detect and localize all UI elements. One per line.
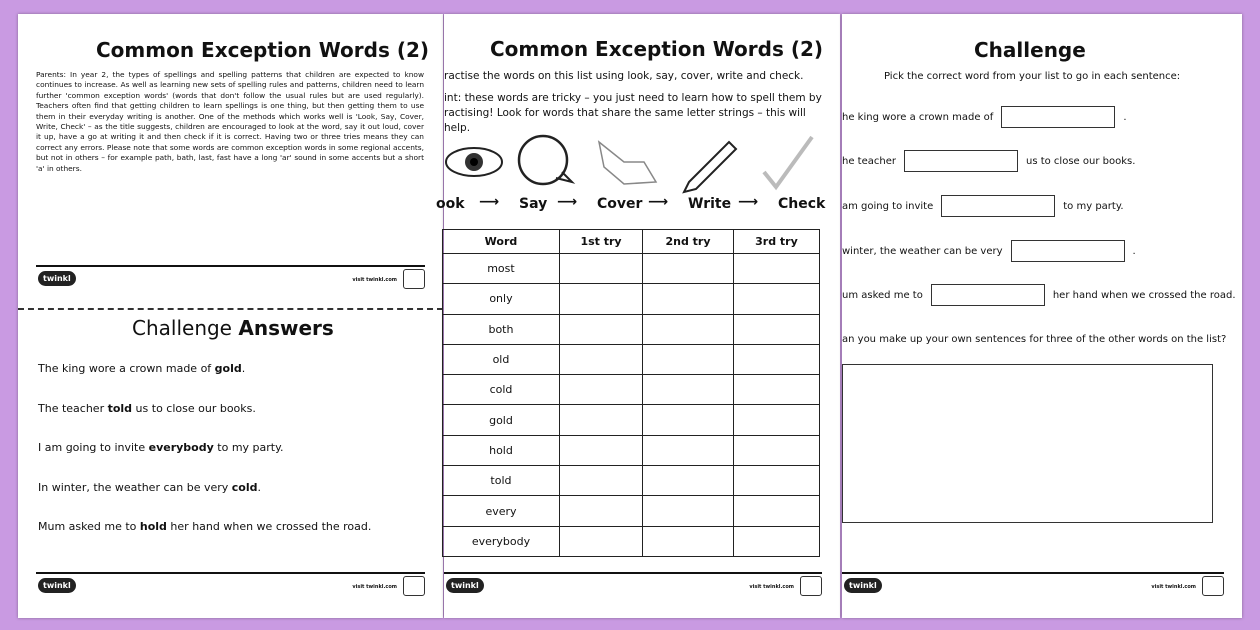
eye-icon xyxy=(446,148,502,176)
try-cell[interactable] xyxy=(559,344,642,374)
checkmark-icon xyxy=(764,137,812,187)
answer-word: gold xyxy=(214,362,242,375)
try-cell[interactable] xyxy=(559,466,642,496)
answer-text: The teacher xyxy=(38,401,108,415)
answer-blank[interactable] xyxy=(904,150,1018,172)
try-cell[interactable] xyxy=(559,284,642,314)
cut-line xyxy=(18,308,443,310)
try-cell[interactable] xyxy=(559,526,642,556)
answer-word: everybody xyxy=(148,441,214,454)
try-cell[interactable] xyxy=(559,375,642,405)
twinkl-logo: twinkl xyxy=(446,578,484,593)
column-header: 3rd try xyxy=(733,230,819,254)
twinkl-logo: twinkl xyxy=(38,578,76,593)
step-label: Write xyxy=(688,196,732,212)
arrow-icon: ⟶ xyxy=(557,194,578,210)
sentence-end: us to close our books. xyxy=(1025,156,1136,167)
table-row xyxy=(443,435,820,465)
try-cell[interactable] xyxy=(559,435,642,465)
visit-link[interactable]: visit twinkl.com xyxy=(352,584,397,590)
sentence xyxy=(842,150,1135,172)
hand-icon xyxy=(599,142,656,184)
try-cell[interactable] xyxy=(643,375,734,405)
word-cell: hold xyxy=(443,435,560,465)
answer-text: . xyxy=(257,480,262,494)
try-cell[interactable] xyxy=(733,405,819,435)
answers-title-bold: Answers xyxy=(238,316,334,340)
arrow-icon: ⟶ xyxy=(738,194,759,210)
sentence-end: to my party. xyxy=(1063,201,1124,212)
page-footer xyxy=(842,572,1224,602)
page-footer xyxy=(36,265,425,295)
answer-text: us to close our books. xyxy=(132,401,256,415)
answer-text: Mum asked me to xyxy=(38,520,140,533)
sentence-end: . xyxy=(1123,112,1127,123)
answer-text: I am going to invite xyxy=(38,441,149,454)
table-row xyxy=(443,314,820,344)
answer-sentence xyxy=(38,362,245,375)
step-label: Say xyxy=(519,196,548,212)
try-cell[interactable] xyxy=(643,405,734,435)
step-icons xyxy=(444,132,840,192)
step-label: ook xyxy=(436,196,465,212)
answers-title-part: Challenge xyxy=(132,316,239,340)
column-header: Word xyxy=(443,230,560,254)
word-cell: cold xyxy=(443,375,560,405)
sentence-start: he king wore a crown made of xyxy=(842,112,994,123)
word-cell: only xyxy=(443,284,560,314)
page-footer xyxy=(444,572,822,602)
step-label: Check xyxy=(778,196,826,212)
try-cell[interactable] xyxy=(643,314,734,344)
sentence xyxy=(842,195,1124,217)
sentence-start: um asked me to xyxy=(842,290,923,301)
practice-table xyxy=(442,229,820,557)
answers-title xyxy=(132,316,334,340)
twinkl-logo: twinkl xyxy=(38,271,76,286)
question: an you make up your own sentences for three of the other words on the list? xyxy=(842,334,1227,345)
instruction: Pick the correct word from your list to go in each sentence: xyxy=(884,71,1181,82)
table-row xyxy=(443,284,820,314)
twinkl-logo: twinkl xyxy=(844,578,882,593)
word-cell: every xyxy=(443,496,560,526)
word-cell: everybody xyxy=(443,526,560,556)
try-cell[interactable] xyxy=(559,314,642,344)
table-row xyxy=(443,496,820,526)
try-cell[interactable] xyxy=(559,405,642,435)
try-cell[interactable] xyxy=(733,344,819,374)
instruction: ractise the words on this list using look, say, cover, write and check. xyxy=(444,70,804,82)
answer-box[interactable] xyxy=(842,364,1213,523)
sentence xyxy=(842,240,1136,262)
table-row xyxy=(443,344,820,374)
answer-text: The king wore a crown made of xyxy=(38,362,215,375)
answer-text: . xyxy=(241,362,246,375)
arrow-icon: ⟶ xyxy=(479,194,500,210)
try-cell[interactable] xyxy=(643,284,734,314)
column-header: 2nd try xyxy=(643,230,734,254)
sentence-start: he teacher xyxy=(842,156,896,167)
hint: int: these words are tricky – you just need to learn how to spell them by ractising! Look for words that share the same letter strings – this will help. xyxy=(444,92,822,134)
word-cell: told xyxy=(443,466,560,496)
answer-sentence xyxy=(38,520,371,533)
answer-word: hold xyxy=(139,520,167,533)
sentence xyxy=(842,284,1236,306)
answer-blank[interactable] xyxy=(1001,106,1115,128)
arrow-icon: ⟶ xyxy=(648,194,669,210)
answer-word: told xyxy=(107,401,133,415)
worksheet-page-parents-and-answers xyxy=(18,14,443,618)
word-cell: both xyxy=(443,314,560,344)
try-cell[interactable] xyxy=(733,254,819,284)
answer-text: In winter, the weather can be very xyxy=(38,480,232,494)
answer-sentence xyxy=(38,402,256,415)
answer-sentence xyxy=(38,481,261,494)
try-cell[interactable] xyxy=(643,344,734,374)
badge-icon xyxy=(1202,576,1224,596)
visit-link[interactable]: visit twinkl.com xyxy=(1151,584,1196,590)
try-cell[interactable] xyxy=(733,375,819,405)
sentence-end: . xyxy=(1132,246,1136,257)
word-cell: old xyxy=(443,344,560,374)
try-cell[interactable] xyxy=(643,435,734,465)
try-cell[interactable] xyxy=(643,496,734,526)
visit-link[interactable]: visit twinkl.com xyxy=(749,584,794,590)
answer-blank[interactable] xyxy=(941,195,1055,217)
try-cell[interactable] xyxy=(643,526,734,556)
badge-icon xyxy=(800,576,822,596)
word-cell: most xyxy=(443,254,560,284)
answer-blank[interactable] xyxy=(931,284,1045,306)
try-cell[interactable] xyxy=(559,496,642,526)
sentence-end: her hand when we crossed the road. xyxy=(1052,290,1236,301)
page-title: Challenge xyxy=(974,38,1086,62)
speech-bubble-icon xyxy=(519,136,572,184)
page-title: Common Exception Words (2) xyxy=(490,37,824,61)
badge-icon xyxy=(403,576,425,596)
table-row xyxy=(443,526,820,556)
try-cell[interactable] xyxy=(733,284,819,314)
table-row xyxy=(443,254,820,284)
visit-link[interactable]: visit twinkl.com xyxy=(352,277,397,283)
step-label: Cover xyxy=(597,196,643,212)
word-cell: gold xyxy=(443,405,560,435)
try-cell[interactable] xyxy=(559,254,642,284)
table-row xyxy=(443,405,820,435)
page-title: Common Exception Words (2) xyxy=(96,38,430,62)
worksheet-page-look-say-cover xyxy=(436,14,840,618)
answer-text: her hand when we crossed the road. xyxy=(166,520,372,533)
try-cell[interactable] xyxy=(643,254,734,284)
try-cell[interactable] xyxy=(733,314,819,344)
table-row xyxy=(443,375,820,405)
sentence xyxy=(842,106,1127,128)
try-cell[interactable] xyxy=(733,496,819,526)
answer-blank[interactable] xyxy=(1011,240,1125,262)
worksheet-page-challenge xyxy=(842,14,1242,618)
column-header: 1st try xyxy=(559,230,642,254)
parents-note: Parents: In year 2, the types of spellings and spelling patterns that children are expected to know continues to increase. As well as learning new sets of spelling rules and patterns, children need to learn further 'common exception words' (words that don't follow the usual rules but are used regularly). Teachers often find that getting children to learn spellings is one thing, but then getting them to use them in their everyday writing is another. One of the methods which works well is 'Look, Say, Cover, Write, Check' – as the title suggests, children are encouraged to look at the word, say it out loud, cover it up, have a go at writing it and then check if it is correct. Having two or three tries means they can correct any errors. Please note that some words are common exception words in some regional accents, but not in others – for example path, bath, last, fast have a long 'ar' sound in some accents but a short 'a' in others. xyxy=(36,70,424,173)
table-row xyxy=(443,466,820,496)
try-cell[interactable] xyxy=(733,526,819,556)
sentence-start: am going to invite xyxy=(842,201,934,212)
sentence-start: winter, the weather can be very xyxy=(842,246,1003,257)
badge-icon xyxy=(403,269,425,289)
try-cell[interactable] xyxy=(733,466,819,496)
answer-word: cold xyxy=(231,480,258,494)
page-footer xyxy=(36,572,425,602)
try-cell[interactable] xyxy=(733,435,819,465)
answer-text: to my party. xyxy=(213,441,284,454)
try-cell[interactable] xyxy=(643,466,734,496)
pencil-icon xyxy=(684,142,736,192)
answer-sentence xyxy=(38,441,284,454)
